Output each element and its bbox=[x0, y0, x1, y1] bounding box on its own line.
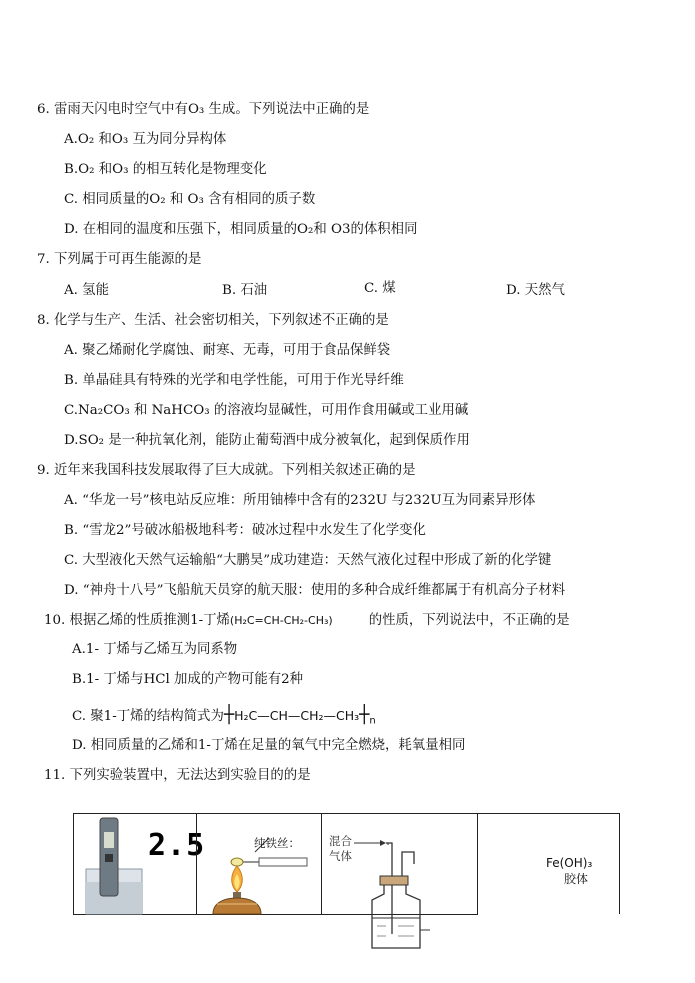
question-10-option-b: B.1- 丁烯与HCl 加成的产物可能有2种 bbox=[72, 672, 304, 687]
question-10-stem-suffix: 的性质，下列说法中，不正确的是 bbox=[368, 613, 570, 628]
question-6-option-c: C. 相同质量的O₂ 和 O₃ 含有相同的质子数 bbox=[64, 192, 316, 207]
question-8-option-a: A. 聚乙烯耐化学腐蚀、耐寒、无毒，可用于食品保鲜袋 bbox=[64, 343, 391, 358]
question-7-option-d: D. 天然气 bbox=[506, 283, 565, 298]
question-10-option-d: D. 相同质量的乙烯和1-丁烯在足量的氧气中完全燃烧，耗氧量相同 bbox=[72, 738, 466, 753]
question-11-stem: 11. 下列实验装置中，无法达到实验目的的是 bbox=[44, 768, 311, 783]
question-8-stem: 8. 化学与生产、生活、社会密切相关，下列叙述不正确的是 bbox=[37, 313, 389, 328]
panel-gas-washing bbox=[321, 813, 478, 915]
question-10-option-c bbox=[72, 706, 376, 731]
ph-reading-display: 2.5 bbox=[148, 828, 206, 863]
panel-colloid bbox=[477, 813, 620, 914]
question-10-option-c-text: C. 聚1-丁烯的结构简式为 bbox=[72, 709, 224, 724]
question-9-option-c: C. 大型液化天然气运输船“大鹏昊”成功建造：天然气液化过程中形成了新的化学键 bbox=[64, 553, 552, 568]
mixed-gas-label-1: 混合 bbox=[329, 834, 352, 848]
question-8-option-d: D.SO₂ 是一种抗氧化剂，能防止葡萄酒中成分被氧化，起到保质作用 bbox=[64, 433, 470, 448]
question-6-option-a: A.O₂ 和O₃ 互为同分异构体 bbox=[64, 132, 227, 147]
alcohol-lamp-icon bbox=[197, 814, 322, 914]
question-10-stem bbox=[44, 612, 570, 630]
gas-washing-bottle-icon bbox=[322, 814, 478, 954]
polymer-formula: $┼H_2C—CH—CH_2—CH_3┼_n$ bbox=[223, 705, 376, 727]
question-9-option-d: D. “神舟十八号”飞船航天员穿的航天服：使用的多种合成纤维都属于有机高分子材料 bbox=[64, 583, 566, 598]
question-7-stem: 7. 下列属于可再生能源的是 bbox=[37, 252, 202, 267]
butene-formula: (H₂C=CH-CH₂-CH₃) bbox=[229, 614, 333, 627]
question-9-stem: 9. 近年来我国科技发展取得了巨大成就。下列相关叙述正确的是 bbox=[37, 463, 416, 478]
iron-wire-label: 纯铁丝： bbox=[254, 836, 300, 850]
question-9-option-a: A. “华龙一号”核电站反应堆：所用铀棒中含有的232U 与232U互为同素异形体 bbox=[64, 493, 536, 508]
question-8-option-b: B. 单晶硅具有特殊的光学和电学性能，可用于作光导纤维 bbox=[64, 373, 404, 388]
question-9-option-b: B. “雪龙2”号破冰船极地科考：破冰过程中水发生了化学变化 bbox=[64, 523, 426, 538]
question-6-stem: 6. 雷雨天闪电时空气中有O₃ 生成。下列说法中正确的是 bbox=[37, 102, 370, 117]
colloid-label-2: 胶体 bbox=[564, 872, 589, 886]
mixed-gas-label-2: 气体 bbox=[329, 849, 352, 863]
colloid-label-1: Fe(OH)₃ bbox=[546, 856, 593, 870]
question-6-option-b: B.O₂ 和O₃ 的相互转化是物理变化 bbox=[64, 162, 267, 177]
question-7-option-a: A. 氢能 bbox=[64, 283, 109, 298]
panel-ph-test bbox=[73, 813, 206, 915]
question-8-option-c: C.Na₂CO₃ 和 NaHCO₃ 的溶液均显碱性，可用作食用碱或工业用碱 bbox=[64, 403, 469, 418]
question-6-option-d: D. 在相同的温度和压强下，相同质量的O₂和 O3的体积相同 bbox=[64, 222, 418, 237]
question-10-option-a: A.1- 丁烯与乙烯互为同系物 bbox=[72, 642, 238, 657]
question-7-option-c: C. 煤 bbox=[364, 281, 396, 296]
question-10-stem-prefix: 10. 根据乙烯的性质推测1-丁烯 bbox=[44, 613, 230, 628]
panel-flame-test bbox=[196, 813, 322, 915]
question-7-option-b: B. 石油 bbox=[222, 283, 268, 298]
